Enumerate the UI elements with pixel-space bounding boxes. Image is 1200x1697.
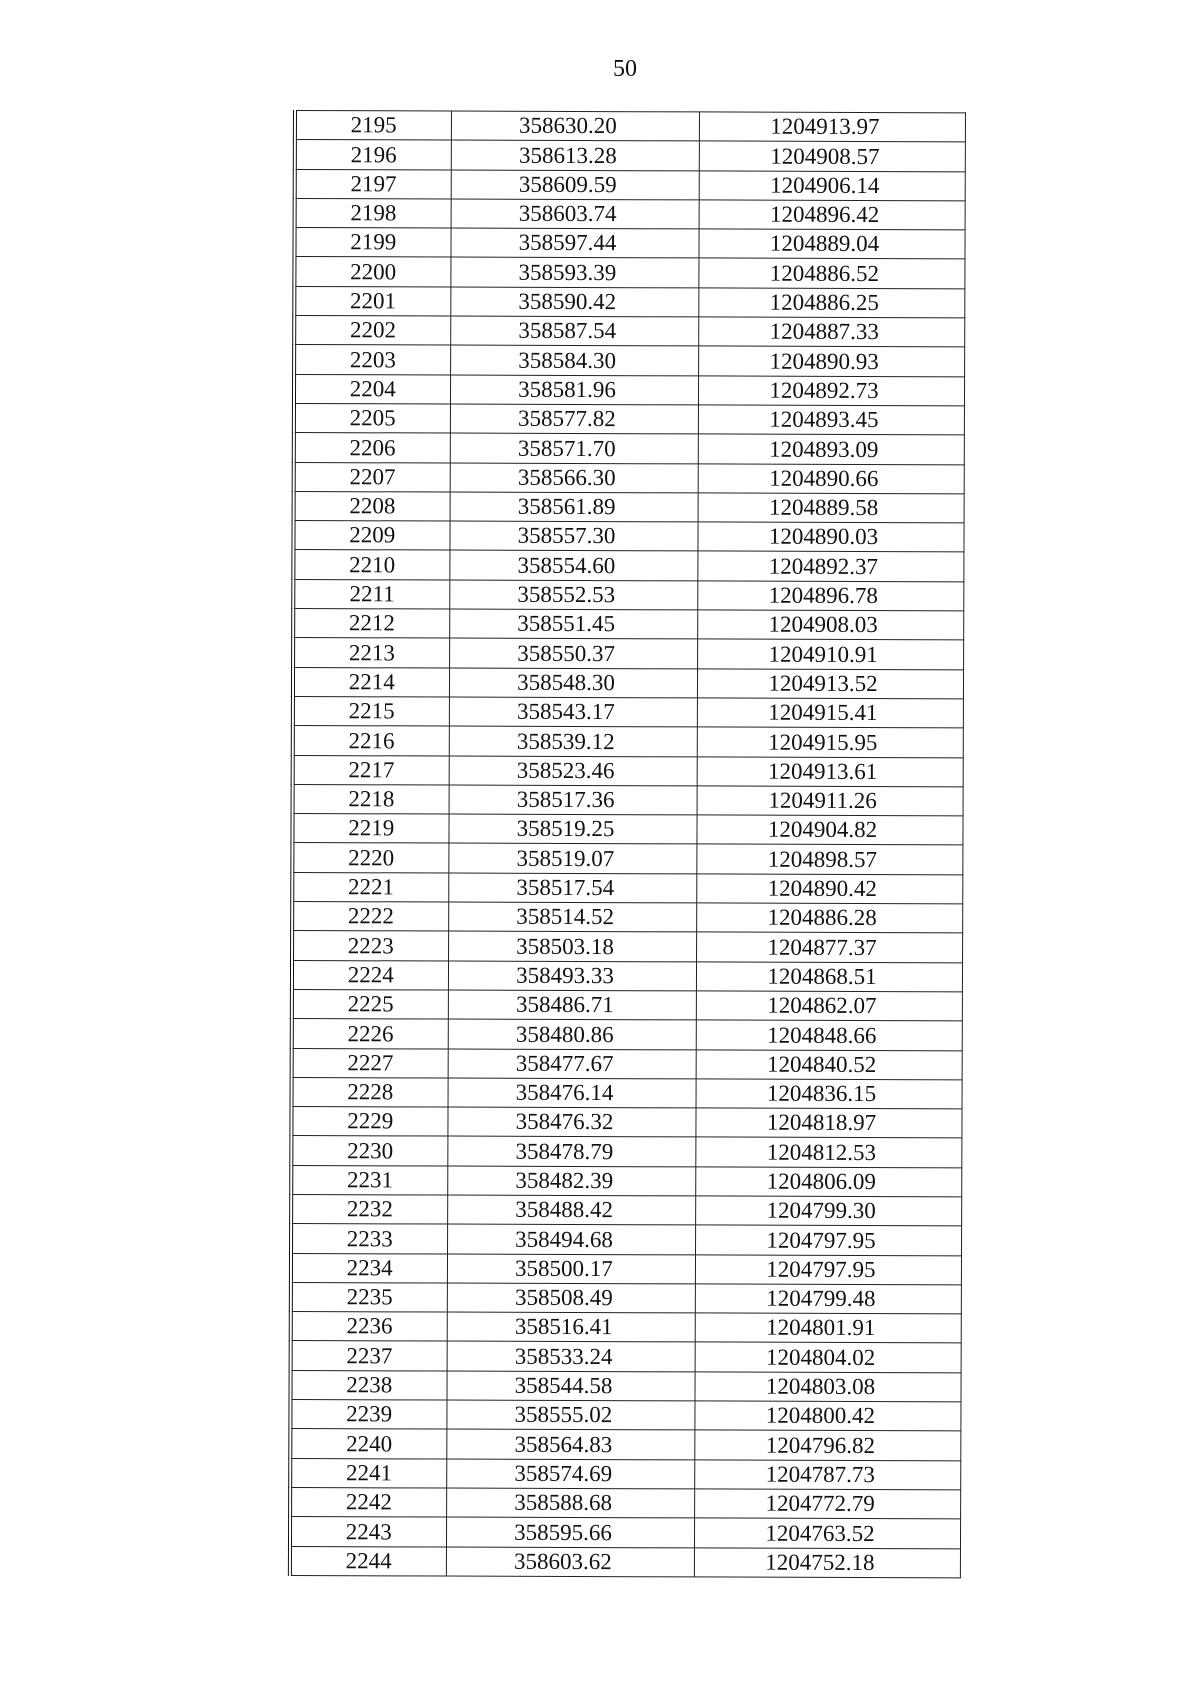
y-coordinate-cell: 1204889.58 <box>698 493 964 523</box>
y-coordinate-cell: 1204868.51 <box>696 962 962 992</box>
y-coordinate-cell: 1204862.07 <box>696 991 962 1021</box>
x-coordinate-cell: 358486.71 <box>448 990 696 1020</box>
y-coordinate-cell: 1204797.95 <box>695 1254 961 1284</box>
x-coordinate-cell: 358595.66 <box>446 1517 694 1547</box>
x-coordinate-cell: 358597.44 <box>450 228 698 258</box>
y-coordinate-cell: 1204908.03 <box>697 610 963 640</box>
y-coordinate-cell: 1204893.45 <box>698 405 964 435</box>
x-coordinate-cell: 358544.58 <box>446 1371 694 1401</box>
y-coordinate-cell: 1204796.82 <box>694 1430 960 1460</box>
y-coordinate-cell: 1204803.08 <box>694 1372 960 1402</box>
point-number-cell: 2216 <box>293 726 449 756</box>
x-coordinate-cell: 358603.62 <box>446 1547 694 1577</box>
coordinates-table-body <box>290 111 965 1578</box>
point-number-cell: 2242 <box>290 1487 446 1517</box>
x-coordinate-cell: 358519.25 <box>448 814 696 844</box>
x-coordinate-cell: 358523.46 <box>449 756 697 786</box>
y-coordinate-cell: 1204915.41 <box>697 698 963 728</box>
x-coordinate-cell: 358564.83 <box>446 1429 694 1459</box>
y-coordinate-cell: 1204890.66 <box>698 463 964 493</box>
point-number-cell: 2213 <box>293 638 449 668</box>
y-coordinate-cell: 1204797.95 <box>695 1225 961 1255</box>
y-coordinate-cell: 1204886.52 <box>698 258 964 288</box>
x-coordinate-cell: 358476.14 <box>448 1078 696 1108</box>
point-number-cell: 2207 <box>294 462 450 492</box>
table-row <box>294 257 964 289</box>
x-coordinate-cell: 358477.67 <box>448 1049 696 1079</box>
point-number-cell: 2222 <box>292 902 448 932</box>
y-coordinate-cell: 1204913.97 <box>699 112 965 142</box>
x-coordinate-cell: 358587.54 <box>450 316 698 346</box>
y-coordinate-cell: 1204889.04 <box>698 229 964 259</box>
y-coordinate-cell: 1204890.42 <box>696 874 962 904</box>
point-number-cell: 2198 <box>295 198 451 228</box>
x-coordinate-cell: 358581.96 <box>450 375 698 405</box>
x-coordinate-cell: 358555.02 <box>446 1400 694 1430</box>
point-number-cell: 2199 <box>294 228 450 258</box>
point-number-cell: 2234 <box>291 1253 447 1283</box>
x-coordinate-cell: 358508.49 <box>447 1283 695 1313</box>
point-number-cell: 2243 <box>290 1517 446 1547</box>
coordinates-table <box>288 110 966 1578</box>
y-coordinate-cell: 1204806.09 <box>695 1167 961 1197</box>
point-number-cell: 2215 <box>293 696 449 726</box>
x-coordinate-cell: 358533.24 <box>447 1342 695 1372</box>
x-coordinate-cell: 358482.39 <box>447 1166 695 1196</box>
x-coordinate-cell: 358480.86 <box>448 1019 696 1049</box>
table-row <box>290 1400 960 1432</box>
point-number-cell: 2217 <box>293 755 449 785</box>
y-coordinate-cell: 1204836.15 <box>696 1079 962 1109</box>
y-coordinate-cell: 1204763.52 <box>694 1518 960 1548</box>
table-row <box>291 1224 961 1256</box>
x-coordinate-cell: 358543.17 <box>449 697 697 727</box>
x-coordinate-cell: 358552.53 <box>449 580 697 610</box>
x-coordinate-cell: 358517.36 <box>449 785 697 815</box>
point-number-cell: 2221 <box>292 872 448 902</box>
table-row <box>293 755 963 787</box>
x-coordinate-cell: 358550.37 <box>449 638 697 668</box>
x-coordinate-cell: 358603.74 <box>451 199 699 229</box>
x-coordinate-cell: 358551.45 <box>449 609 697 639</box>
point-number-cell: 2237 <box>291 1341 447 1371</box>
y-coordinate-cell: 1204904.82 <box>696 815 962 845</box>
x-coordinate-cell: 358590.42 <box>450 287 698 317</box>
point-number-cell: 2204 <box>294 374 450 404</box>
point-number-cell: 2229 <box>291 1107 447 1137</box>
x-coordinate-cell: 358574.69 <box>446 1459 694 1489</box>
table-row <box>294 316 964 348</box>
point-number-cell: 2228 <box>292 1077 448 1107</box>
table-row <box>291 1312 961 1344</box>
y-coordinate-cell: 1204877.37 <box>696 932 962 962</box>
x-coordinate-cell: 358571.70 <box>450 433 698 463</box>
x-coordinate-cell: 358561.89 <box>450 492 698 522</box>
point-number-cell: 2232 <box>291 1194 447 1224</box>
y-coordinate-cell: 1204908.57 <box>699 141 965 171</box>
table-row <box>294 345 964 377</box>
x-coordinate-cell: 358557.30 <box>449 521 697 551</box>
x-coordinate-cell: 358517.54 <box>448 873 696 903</box>
point-number-cell: 2227 <box>292 1048 448 1078</box>
point-number-cell: 2239 <box>290 1400 446 1430</box>
point-number-cell: 2214 <box>293 667 449 697</box>
table-row <box>291 1136 961 1168</box>
point-number-cell: 2225 <box>292 989 448 1019</box>
table-row <box>293 667 963 699</box>
table-row <box>294 228 964 260</box>
table-row <box>293 521 963 553</box>
y-coordinate-cell: 1204910.91 <box>697 639 963 669</box>
table-row <box>292 1019 962 1051</box>
x-coordinate-cell: 358554.60 <box>449 551 697 581</box>
point-number-cell: 2218 <box>293 784 449 814</box>
y-coordinate-cell: 1204913.52 <box>697 669 963 699</box>
y-coordinate-cell: 1204848.66 <box>696 1020 962 1050</box>
table-row <box>292 814 962 846</box>
x-coordinate-cell: 358584.30 <box>450 345 698 375</box>
table-row <box>290 1458 960 1490</box>
table-row <box>294 491 964 523</box>
x-coordinate-cell: 358488.42 <box>447 1195 695 1225</box>
table-row <box>295 198 965 230</box>
point-number-cell: 2241 <box>290 1458 446 1488</box>
y-coordinate-cell: 1204799.48 <box>695 1284 961 1314</box>
y-coordinate-cell: 1204812.53 <box>695 1137 961 1167</box>
point-number-cell: 2219 <box>292 814 448 844</box>
table-row <box>293 579 963 611</box>
point-number-cell: 2235 <box>291 1282 447 1312</box>
table-row <box>293 638 963 670</box>
table-row <box>295 169 965 201</box>
table-row <box>294 286 964 318</box>
point-number-cell: 2197 <box>295 169 451 199</box>
table-row <box>293 550 963 582</box>
page-number: 50 <box>613 56 637 82</box>
point-number-cell: 2233 <box>291 1224 447 1254</box>
y-coordinate-cell: 1204787.73 <box>694 1460 960 1490</box>
x-coordinate-cell: 358609.59 <box>451 170 699 200</box>
x-coordinate-cell: 358548.30 <box>449 668 697 698</box>
point-number-cell: 2195 <box>295 111 451 141</box>
table-row <box>292 931 962 963</box>
point-number-cell: 2230 <box>291 1136 447 1166</box>
table-row <box>290 1517 960 1549</box>
y-coordinate-cell: 1204772.79 <box>694 1489 960 1519</box>
table-row <box>294 403 964 435</box>
table-row <box>292 1048 962 1080</box>
y-coordinate-cell: 1204896.42 <box>699 200 965 230</box>
table-row <box>291 1253 961 1285</box>
point-number-cell: 2244 <box>290 1546 446 1576</box>
x-coordinate-cell: 358494.68 <box>447 1224 695 1254</box>
y-coordinate-cell: 1204752.18 <box>694 1547 960 1577</box>
table-row <box>292 989 962 1021</box>
table-row <box>292 960 962 992</box>
table-row <box>290 1429 960 1461</box>
table-row <box>293 609 963 641</box>
table-row <box>291 1165 961 1197</box>
y-coordinate-cell: 1204799.30 <box>695 1196 961 1226</box>
table-row <box>290 1370 960 1402</box>
table-row <box>294 462 964 494</box>
table-row <box>292 843 962 875</box>
point-number-cell: 2226 <box>292 1019 448 1049</box>
y-coordinate-cell: 1204896.78 <box>697 581 963 611</box>
table-row <box>291 1282 961 1314</box>
y-coordinate-cell: 1204913.61 <box>697 756 963 786</box>
y-coordinate-cell: 1204892.37 <box>697 551 963 581</box>
y-coordinate-cell: 1204911.26 <box>697 786 963 816</box>
x-coordinate-cell: 358613.28 <box>451 140 699 170</box>
y-coordinate-cell: 1204801.91 <box>695 1313 961 1343</box>
table-row <box>290 1487 960 1519</box>
y-coordinate-cell: 1204892.73 <box>698 376 964 406</box>
x-coordinate-cell: 358514.52 <box>448 902 696 932</box>
y-coordinate-cell: 1204886.28 <box>696 903 962 933</box>
table-row <box>293 696 963 728</box>
x-coordinate-cell: 358577.82 <box>450 404 698 434</box>
table-row <box>293 726 963 758</box>
y-coordinate-cell: 1204915.95 <box>697 727 963 757</box>
y-coordinate-cell: 1204890.93 <box>698 346 964 376</box>
point-number-cell: 2205 <box>294 403 450 433</box>
point-number-cell: 2209 <box>293 521 449 551</box>
point-number-cell: 2236 <box>291 1312 447 1342</box>
table-row <box>291 1194 961 1226</box>
table-row <box>290 1546 960 1578</box>
table-row <box>292 902 962 934</box>
table-row <box>294 433 964 465</box>
x-coordinate-cell: 358493.33 <box>448 961 696 991</box>
x-coordinate-cell: 358478.79 <box>447 1136 695 1166</box>
x-coordinate-cell: 358500.17 <box>447 1254 695 1284</box>
y-coordinate-cell: 1204893.09 <box>698 434 964 464</box>
table-row <box>294 374 964 406</box>
point-number-cell: 2202 <box>294 316 450 346</box>
x-coordinate-cell: 358593.39 <box>450 258 698 288</box>
y-coordinate-cell: 1204906.14 <box>699 171 965 201</box>
y-coordinate-cell: 1204804.02 <box>695 1342 961 1372</box>
x-coordinate-cell: 358519.07 <box>448 843 696 873</box>
point-number-cell: 2203 <box>294 345 450 375</box>
point-number-cell: 2240 <box>290 1429 446 1459</box>
point-number-cell: 2200 <box>294 257 450 287</box>
point-number-cell: 2238 <box>290 1370 446 1400</box>
x-coordinate-cell: 358539.12 <box>449 726 697 756</box>
y-coordinate-cell: 1204887.33 <box>698 317 964 347</box>
point-number-cell: 2208 <box>294 491 450 521</box>
x-coordinate-cell: 358516.41 <box>447 1312 695 1342</box>
x-coordinate-cell: 358503.18 <box>448 931 696 961</box>
y-coordinate-cell: 1204818.97 <box>695 1108 961 1138</box>
point-number-cell: 2220 <box>292 843 448 873</box>
y-coordinate-cell: 1204800.42 <box>694 1401 960 1431</box>
y-coordinate-cell: 1204898.57 <box>696 844 962 874</box>
table-row <box>292 1077 962 1109</box>
point-number-cell: 2212 <box>293 609 449 639</box>
table-row <box>295 140 965 172</box>
x-coordinate-cell: 358566.30 <box>450 463 698 493</box>
point-number-cell: 2223 <box>292 931 448 961</box>
point-number-cell: 2210 <box>293 550 449 580</box>
y-coordinate-cell: 1204840.52 <box>696 1049 962 1079</box>
point-number-cell: 2206 <box>294 433 450 463</box>
coordinates-table-container <box>288 110 963 1578</box>
x-coordinate-cell: 358588.68 <box>446 1488 694 1518</box>
point-number-cell: 2231 <box>291 1165 447 1195</box>
table-row <box>293 784 963 816</box>
y-coordinate-cell: 1204890.03 <box>697 522 963 552</box>
table-row <box>291 1341 961 1373</box>
y-coordinate-cell: 1204886.25 <box>698 288 964 318</box>
table-row <box>292 872 962 904</box>
point-number-cell: 2201 <box>294 286 450 316</box>
x-coordinate-cell: 358476.32 <box>447 1107 695 1137</box>
point-number-cell: 2211 <box>293 579 449 609</box>
table-row <box>295 111 965 143</box>
point-number-cell: 2196 <box>295 140 451 170</box>
x-coordinate-cell: 358630.20 <box>451 111 699 141</box>
table-row <box>291 1107 961 1139</box>
point-number-cell: 2224 <box>292 960 448 990</box>
